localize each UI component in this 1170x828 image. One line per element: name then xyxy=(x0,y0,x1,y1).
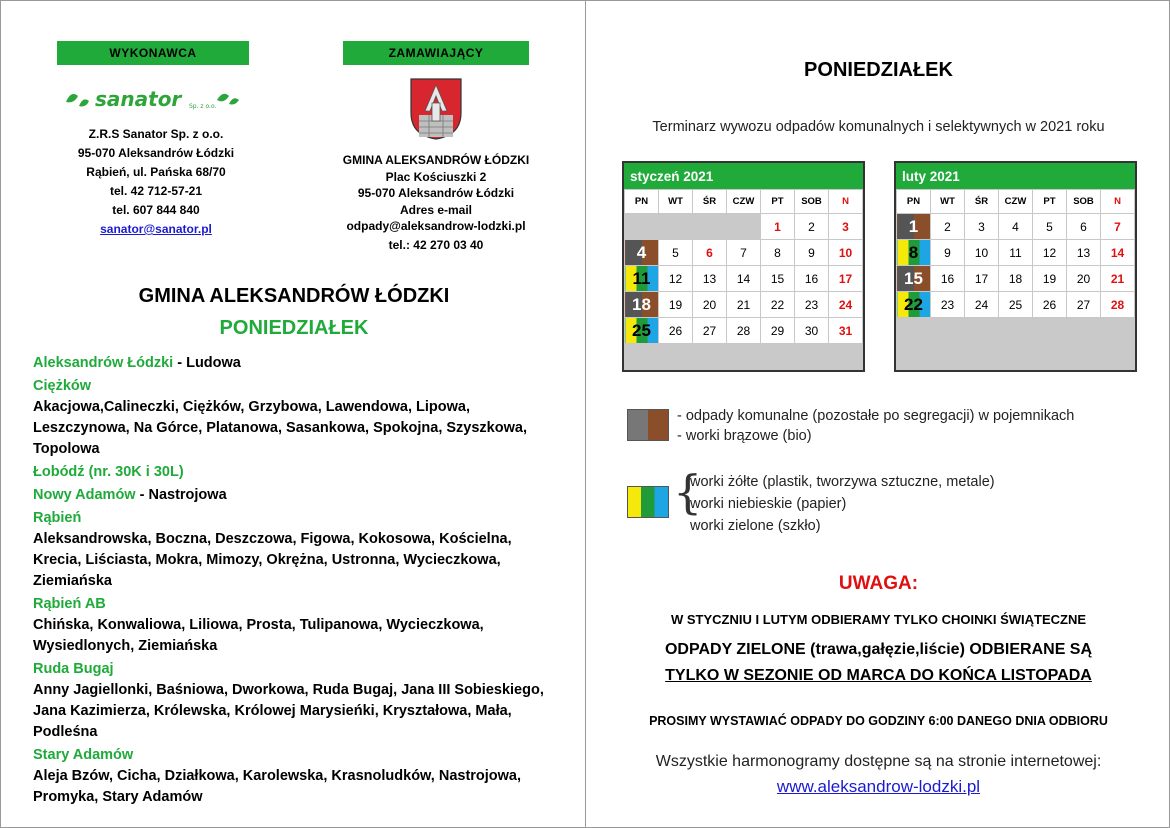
calendar-empty-cell xyxy=(693,344,727,370)
pickup-day-number: 25 xyxy=(632,320,651,340)
calendar-empty-cell xyxy=(829,344,863,370)
calendar-day: 17 xyxy=(965,266,999,292)
area-inline-street: - Nastrojowa xyxy=(135,487,227,503)
note-christmas-trees: W STYCZNIU I LUTYM ODBIERAMY TYLKO CHOINKI ŚWIĄTECZNE xyxy=(670,612,1087,627)
calendar-day: 28 xyxy=(1101,292,1135,318)
calendar-day: 23 xyxy=(795,292,829,318)
calendar-day: 21 xyxy=(1101,266,1135,292)
calendar-day: 7 xyxy=(727,240,761,266)
calendar-day: 18 xyxy=(999,266,1033,292)
orderer-email[interactable]: odpady@aleksandrow-lodzki.pl xyxy=(346,219,526,233)
calendar-day: 20 xyxy=(693,292,727,318)
area-town: Łobódź (nr. 30K i 30L) xyxy=(33,464,184,480)
calendar-day: 14 xyxy=(727,266,761,292)
calendar-day: 25 xyxy=(999,292,1033,318)
area-streets: Aleksandrowska, Boczna, Deszczowa, Figowa, Kokosowa, Kościelna, Krecia, Liściasta, Mokra, Mimozy, Okrężna, Ustronna, Wycieczkowa, Ziemiańska xyxy=(33,531,512,589)
calendar-day: 24 xyxy=(829,292,863,318)
area-streets: Chińska, Konwaliowa, Liliowa, Prosta, Tulipanowa, Wycieczkowa, Wysiedlonych, Ziemiańska xyxy=(33,617,484,654)
area-town: Nowy Adamów xyxy=(33,487,136,503)
calendar-empty-cell xyxy=(659,214,693,240)
weekday-header: ŚR xyxy=(693,190,727,214)
calendar-empty-cell xyxy=(625,214,659,240)
calendar-day: 19 xyxy=(659,292,693,318)
warning-heading: UWAGA: xyxy=(838,573,919,594)
area-streets: Akacjowa,Calineczki, Ciężków, Grzybowa, Lawendowa, Lipowa, Leszczynowa, Na Górce, Platanowa, Sasankowa, Spokojna, Szyszkowa, Topolowa xyxy=(33,399,527,457)
pickup-day-mixed xyxy=(625,240,659,266)
calendar-day: 5 xyxy=(1033,214,1067,240)
calendar-february xyxy=(894,161,1137,372)
weekday-header: N xyxy=(829,190,863,214)
contractor-phone-1: tel. 42 712-57-21 xyxy=(109,184,203,198)
weekday-header: PN xyxy=(897,190,931,214)
note-schedules: Wszystkie harmonogramy dostępne są na stronie internetowej: xyxy=(655,753,1102,770)
weekday-header: SOB xyxy=(795,190,829,214)
calendar-day: 6 xyxy=(693,240,727,266)
note-green-waste-2: TYLKO W SEZONIE OD MARCA DO KOŃCA LISTOPADA xyxy=(665,667,1092,684)
calendar-day: 14 xyxy=(1101,240,1135,266)
street-list xyxy=(33,353,563,810)
calendar-empty-cell xyxy=(1067,318,1101,344)
calendar-empty-cell xyxy=(897,344,931,370)
pickup-day-number: 18 xyxy=(632,294,651,314)
orderer-address-1: Plac Kościuszki 2 xyxy=(385,169,487,184)
calendar-day: 2 xyxy=(795,214,829,240)
weekday-header: PT xyxy=(761,190,795,214)
calendar-day: 16 xyxy=(795,266,829,292)
pickup-day-selective xyxy=(625,318,659,344)
calendar-day: 26 xyxy=(1033,292,1067,318)
calendar-empty-cell xyxy=(1067,344,1101,370)
area-town: Ruda Bugaj xyxy=(33,661,114,677)
calendar-empty-cell xyxy=(795,344,829,370)
calendar-january-title: styczeń 2021 xyxy=(624,163,863,189)
calendar-day: 8 xyxy=(761,240,795,266)
schedule-subtitle: Terminarz wywozu odpadów komunalnych i selektywnych w 2021 roku xyxy=(652,119,1105,135)
gmina-crest-icon xyxy=(409,77,463,141)
area-town: Rąbień AB xyxy=(33,596,106,612)
calendar-day: 28 xyxy=(727,318,761,344)
area-group xyxy=(33,508,563,592)
note-time: PROSIMY WYSTAWIAĆ ODPADY DO GODZINY 6:00 DANEGO DNIA ODBIORU xyxy=(649,714,1108,728)
contractor-info xyxy=(41,125,271,239)
sanator-logo-suffix: Sp. z o.o. xyxy=(189,103,217,110)
area-group xyxy=(33,745,563,808)
calendar-day: 21 xyxy=(727,292,761,318)
calendar-day: 6 xyxy=(1067,214,1101,240)
weekday-header: ŚR xyxy=(965,190,999,214)
pickup-day-mixed xyxy=(897,266,931,292)
right-day-title: PONIEDZIAŁEK xyxy=(804,59,953,81)
calendar-february-title: luty 2021 xyxy=(896,163,1135,189)
sanator-logo xyxy=(63,86,243,114)
calendar-january-grid xyxy=(624,189,863,370)
calendar-empty-cell xyxy=(727,344,761,370)
legend-selective-line-3: worki zielone (szkło) xyxy=(690,518,821,534)
area-group xyxy=(33,594,563,657)
weekday-header: CZW xyxy=(999,190,1033,214)
calendar-day: 7 xyxy=(1101,214,1135,240)
calendar-day: 2 xyxy=(931,214,965,240)
orderer-address-2: 95-070 Aleksandrów Łódzki xyxy=(357,186,515,200)
area-group xyxy=(33,485,563,506)
legend-brace-icon: { xyxy=(673,465,703,519)
calendar-day: 15 xyxy=(761,266,795,292)
pickup-day-selective xyxy=(897,240,931,266)
contractor-name: Z.R.S Sanator Sp. z o.o. xyxy=(88,127,224,141)
pickup-day-number: 22 xyxy=(904,294,923,314)
legend-mixed-line-2: - worki brązowe (bio) xyxy=(677,428,812,444)
website-link[interactable]: www.aleksandrow-lodzki.pl xyxy=(776,777,981,796)
area-town: Ciężków xyxy=(33,378,92,394)
pickup-day-mixed xyxy=(625,292,659,318)
calendar-day: 4 xyxy=(999,214,1033,240)
calendar-day: 12 xyxy=(659,266,693,292)
calendar-day: 5 xyxy=(659,240,693,266)
pickup-day-number: 4 xyxy=(636,242,647,262)
calendar-day: 3 xyxy=(829,214,863,240)
legend-mixed-line-1: - odpady komunalne (pozostałe po segregacji) w pojemnikach xyxy=(677,408,1075,424)
weekday-header: WT xyxy=(659,190,693,214)
calendar-empty-cell xyxy=(965,344,999,370)
calendar-day: 24 xyxy=(965,292,999,318)
contractor-address-2: Rąbień, ul. Pańska 68/70 xyxy=(86,165,226,179)
orderer-info xyxy=(316,152,556,253)
mixed-waste-swatch xyxy=(627,409,669,441)
calendar-day: 20 xyxy=(1067,266,1101,292)
right-page xyxy=(585,0,1170,828)
contractor-address-1: 95-070 Aleksandrów Łódzki xyxy=(77,146,235,160)
calendar-empty-cell xyxy=(659,344,693,370)
area-inline-street: - Ludowa xyxy=(173,355,241,371)
orderer-name: GMINA ALEKSANDRÓW ŁÓDZKI xyxy=(342,153,530,167)
calendar-day: 27 xyxy=(693,318,727,344)
calendar-day: 12 xyxy=(1033,240,1067,266)
area-group xyxy=(33,462,563,483)
calendar-january xyxy=(622,161,865,372)
weekday-header: PT xyxy=(1033,190,1067,214)
calendar-empty-cell xyxy=(999,318,1033,344)
calendar-day: 11 xyxy=(999,240,1033,266)
calendar-day: 9 xyxy=(931,240,965,266)
pickup-day-number: 15 xyxy=(904,268,923,288)
area-group xyxy=(33,353,563,374)
calendar-empty-cell xyxy=(931,318,965,344)
calendar-empty-cell xyxy=(999,344,1033,370)
weekday-header: WT xyxy=(931,190,965,214)
selective-waste-swatch xyxy=(627,486,669,518)
area-streets: Anny Jagiellonki, Baśniowa, Dworkowa, Ruda Bugaj, Jana III Sobieskiego, Jana Kazimierza, Królewska, Królowej Marysieńki, Kryształowa, Mała, Podleśna xyxy=(33,682,544,740)
weekday-header: N xyxy=(1101,190,1135,214)
pickup-day-mixed xyxy=(897,214,931,240)
calendar-day: 13 xyxy=(1067,240,1101,266)
area-group xyxy=(33,659,563,743)
legend-selective-line-1: worki żółte (plastik, tworzywa sztuczne, metale) xyxy=(690,474,995,490)
calendar-empty-cell xyxy=(965,318,999,344)
calendar-february-grid xyxy=(896,189,1135,370)
calendar-empty-cell xyxy=(727,214,761,240)
area-streets: Aleja Bzów, Cicha, Działkowa, Karolewska, Krasnoludków, Nastrojowa, Promyka, Stary Adamów xyxy=(33,768,522,805)
contractor-tag: WYKONAWCA xyxy=(57,41,249,65)
calendar-day: 16 xyxy=(931,266,965,292)
calendar-day: 10 xyxy=(829,240,863,266)
contractor-email-link[interactable]: sanator@sanator.pl xyxy=(100,222,212,236)
sanator-logo-text: sanator xyxy=(95,87,182,111)
orderer-tag: ZAMAWIAJĄCY xyxy=(343,41,529,65)
pickup-day-number: 11 xyxy=(632,268,651,288)
calendar-empty-cell xyxy=(1033,318,1067,344)
area-town: Aleksandrów Łódzki xyxy=(33,355,174,371)
weekday-header: CZW xyxy=(727,190,761,214)
calendar-empty-cell xyxy=(761,344,795,370)
area-town: Rąbień xyxy=(33,510,82,526)
weekday-header: SOB xyxy=(1067,190,1101,214)
contractor-phone-2: tel. 607 844 840 xyxy=(112,203,200,217)
area-town: Stary Adamów xyxy=(33,747,134,763)
pickup-day-selective xyxy=(897,292,931,318)
calendar-day: 26 xyxy=(659,318,693,344)
gmina-title: GMINA ALEKSANDRÓW ŁÓDZKI xyxy=(138,285,450,307)
calendar-day: 3 xyxy=(965,214,999,240)
weekday-header: PN xyxy=(625,190,659,214)
calendar-day: 13 xyxy=(693,266,727,292)
orderer-email-label: Adres e-mail xyxy=(399,202,473,217)
calendar-day: 31 xyxy=(829,318,863,344)
legend-selective xyxy=(690,471,995,537)
calendar-empty-cell xyxy=(1101,344,1135,370)
legend-selective-line-2: worki niebieskie (papier) xyxy=(690,496,847,512)
calendar-day: 17 xyxy=(829,266,863,292)
day-title: PONIEDZIAŁEK xyxy=(219,317,369,339)
area-group xyxy=(33,376,563,460)
calendar-day: 27 xyxy=(1067,292,1101,318)
pickup-day-selective xyxy=(625,266,659,292)
pickup-day-number: 1 xyxy=(908,216,919,236)
calendar-day: 10 xyxy=(965,240,999,266)
calendar-day: 9 xyxy=(795,240,829,266)
note-green-waste-1: ODPADY ZIELONE (trawa,gałęzie,liście) ODBIERANE SĄ xyxy=(664,641,1093,658)
calendar-day: 23 xyxy=(931,292,965,318)
pickup-day-number: 8 xyxy=(908,242,919,262)
calendar-day: 22 xyxy=(761,292,795,318)
calendar-day: 29 xyxy=(761,318,795,344)
calendar-day: 1 xyxy=(761,214,795,240)
calendar-empty-cell xyxy=(931,344,965,370)
orderer-phone: tel.: 42 270 03 40 xyxy=(388,237,484,252)
calendar-empty-cell xyxy=(1033,344,1067,370)
calendar-day: 19 xyxy=(1033,266,1067,292)
calendar-empty-cell xyxy=(1101,318,1135,344)
calendar-empty-cell xyxy=(897,318,931,344)
calendar-empty-cell xyxy=(625,344,659,370)
calendar-empty-cell xyxy=(693,214,727,240)
calendar-day: 30 xyxy=(795,318,829,344)
legend-mixed xyxy=(677,406,1074,446)
